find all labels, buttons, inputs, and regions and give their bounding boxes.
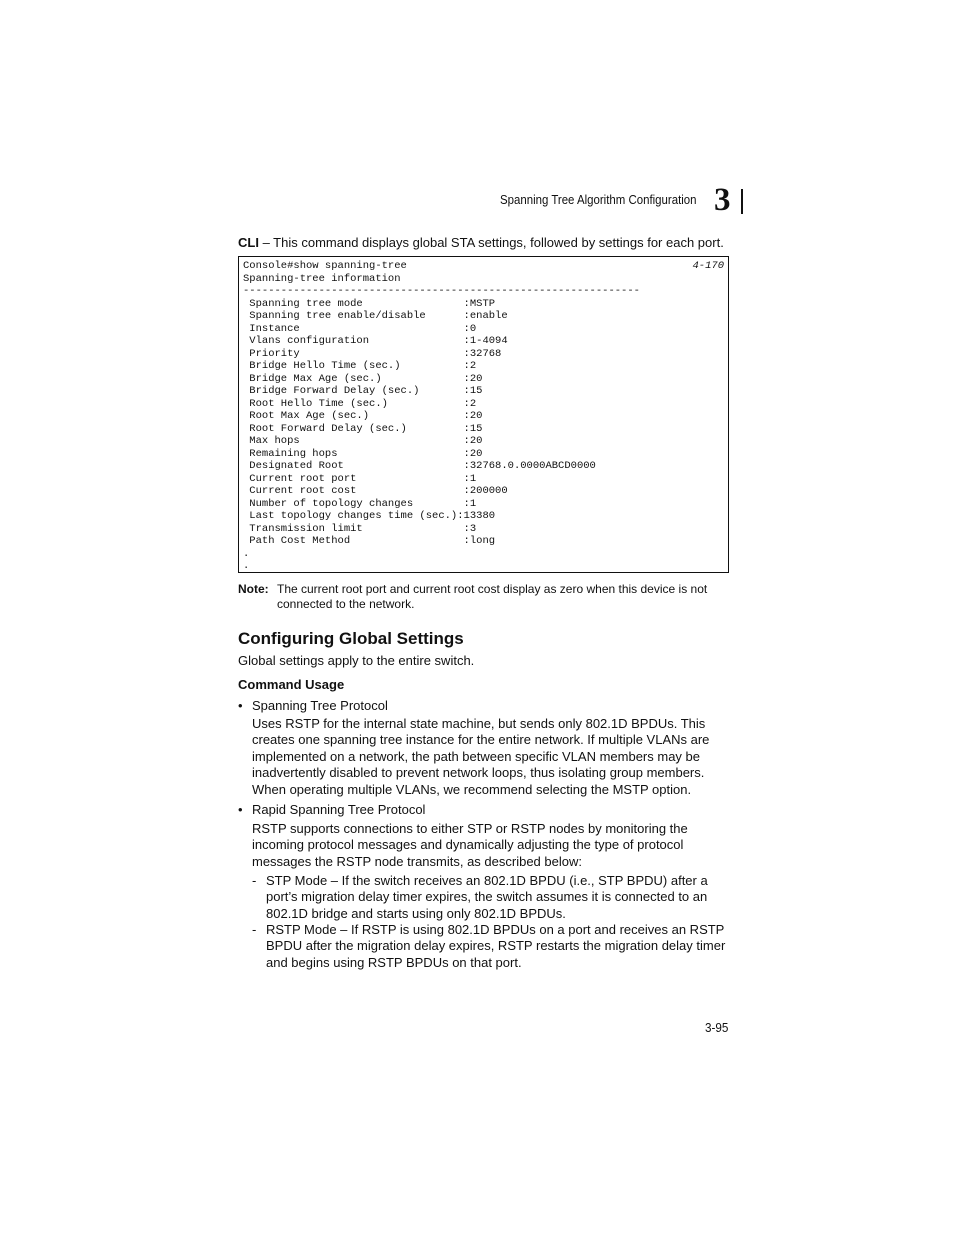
cli-code <box>243 260 640 573</box>
bullet-label: Rapid Spanning Tree Protocol <box>252 802 426 817</box>
cli-description: – This command displays global STA settings, followed by settings for each port. <box>258 235 724 250</box>
dash-marker: - <box>252 873 257 888</box>
code-line: Root Hello Time (sec.) :2 <box>249 397 477 410</box>
bullet-paragraph: Uses RSTP for the internal state machine, but sends only 802.1D BPDUs. This creates one spanning tree instance for the entire network. If multiple VLANs are implemented on a network, the path between specific VLAN members may be inadvertently disabled to prevent network loops, thus isolating group members. When operating multiple VLANs, we recommend selecting the MSTP option. <box>252 716 710 797</box>
running-header-title: Spanning Tree Algorithm Configuration <box>500 192 697 207</box>
bullet-paragraph: RSTP supports connections to either STP or RSTP nodes by monitoring the incoming protocol messages and dynamically adjusting the type of protocol messages the RSTP node transmits, as described below: <box>252 821 688 869</box>
code-line: Spanning-tree information <box>243 272 401 285</box>
chapter-number: 3 <box>714 182 731 218</box>
code-line: Spanning tree enable/disable :enable <box>249 310 508 322</box>
code-line: Console#show spanning-tree <box>243 260 407 272</box>
section-title: Configuring Global Settings <box>238 629 464 648</box>
code-line: Root Forward Delay (sec.) :15 <box>249 422 483 435</box>
code-line: Root Max Age (sec.) :20 <box>249 410 483 422</box>
cli-intro <box>238 235 724 250</box>
code-line: . <box>243 547 250 560</box>
note-text: The current root port and current root cost display as zero when this device is not connected to the network. <box>277 582 708 611</box>
code-line: Bridge Hello Time (sec.) :2 <box>249 360 477 372</box>
dash-text: STP Mode – If the switch receives an 802.1D BPDU (i.e., STP BPDU) after a port’s migration delay timer expires, the switch assumes it is connected to an 802.1D bridge and starts using only 802.1D BPDUs. <box>266 873 708 921</box>
code-line: Number of topology changes :1 <box>249 497 477 510</box>
note-label: Note: <box>238 582 269 596</box>
cli-label: CLI <box>238 235 259 250</box>
code-line: Transmission limit :3 <box>249 522 477 535</box>
section-intro: Global settings apply to the entire switch. <box>238 653 475 668</box>
code-line: . <box>243 560 250 572</box>
page-number: 3-95 <box>705 1020 729 1035</box>
bullet-icon: • <box>238 802 243 817</box>
code-line: Last topology changes time (sec.):13380 <box>249 510 496 522</box>
chapter-divider <box>741 189 743 214</box>
code-line: Vlans configuration :1-4094 <box>249 335 508 347</box>
code-line: Remaining hops :20 <box>249 447 483 460</box>
code-line: Instance :0 <box>249 322 477 335</box>
dash-text: RSTP Mode – If RSTP is using 802.1D BPDUs on a port and receives an RSTP BPDU after the migration delay expires, RSTP restarts the migration delay timer and begins using RSTP BPDUs on that port. <box>266 922 726 970</box>
code-line: Bridge Forward Delay (sec.) :15 <box>249 385 483 397</box>
code-line: Spanning tree mode :MSTP <box>249 297 496 310</box>
dash-marker: - <box>252 922 257 937</box>
code-line: Designated Root :32768.0.0000ABCD0000 <box>249 460 596 472</box>
command-usage-heading: Command Usage <box>238 677 345 692</box>
cli-code-box <box>238 256 729 573</box>
bullet-icon: • <box>238 698 243 713</box>
code-line: Current root cost :200000 <box>249 485 508 497</box>
code-line: Current root port :1 <box>249 472 477 485</box>
code-line: --------------------------------------------------------------- <box>243 285 640 297</box>
code-line: Max hops :20 <box>249 435 483 447</box>
command-reference: 4-170 <box>692 260 724 272</box>
code-line: Bridge Max Age (sec.) :20 <box>249 372 483 385</box>
code-line: Priority :32768 <box>249 347 502 360</box>
bullet-label: Spanning Tree Protocol <box>252 698 388 713</box>
code-line: Path Cost Method :long <box>249 535 496 547</box>
